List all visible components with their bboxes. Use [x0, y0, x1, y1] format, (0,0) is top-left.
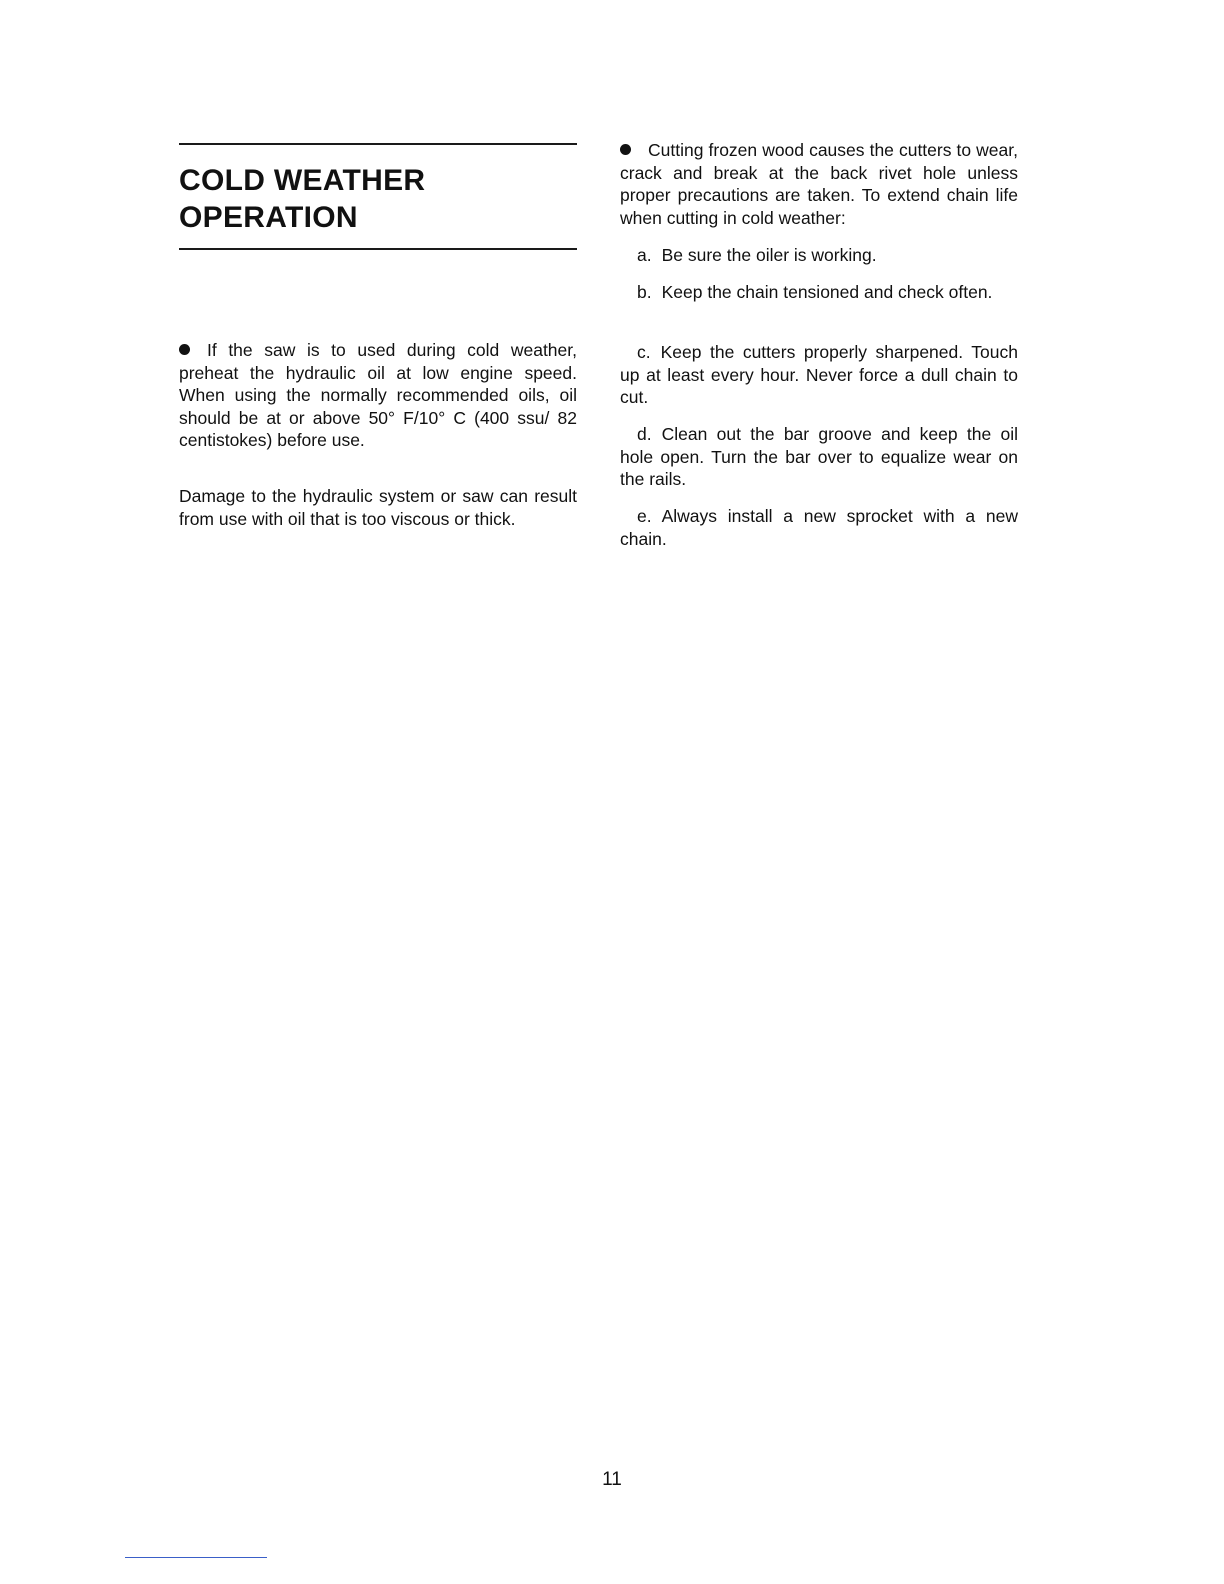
- damage-warning-paragraph: Damage to the hydraulic system or saw can result from use with oil that is too viscous or thick.: [179, 486, 577, 529]
- bullet-icon: [179, 344, 190, 355]
- list-item-letter: d.: [637, 424, 652, 444]
- list-item-b: [620, 281, 1018, 304]
- list-item-d: [620, 423, 1018, 491]
- page-number: 11: [602, 1469, 622, 1490]
- preheat-oil-text: If the saw is to used during cold weather, preheat the hydraulic oil at low engine speed. When using the normally recommended oils, oil should be at or above 50° F/10° C (400 ssu/ 82 centistokes) before use.: [179, 340, 577, 450]
- frozen-wood-text: Cutting frozen wood causes the cutters to wear, crack and break at the back rivet hole unless proper precautions are taken. To extend chain life when cutting in cold weather:: [620, 140, 1018, 228]
- list-item-a: [620, 244, 1018, 267]
- frozen-wood-paragraph: [620, 139, 1018, 229]
- list-item-text: Keep the chain tensioned and check often.: [661, 282, 993, 302]
- bullet-icon: [620, 144, 631, 155]
- section-heading: [179, 162, 425, 236]
- list-item-text: Be sure the oiler is working.: [661, 245, 877, 265]
- list-item-text: Clean out the bar groove and keep the oil hole open. Turn the bar over to equalize wear on the rails.: [620, 424, 1018, 489]
- list-item-letter: c.: [637, 342, 651, 362]
- list-item-letter: b.: [637, 282, 652, 302]
- heading-bottom-rule: [179, 248, 577, 250]
- list-item-e: [620, 505, 1018, 550]
- section-heading-line-1: COLD WEATHER: [179, 164, 426, 197]
- section-heading-line-2: OPERATION: [179, 201, 358, 234]
- list-item-c: [620, 341, 1018, 409]
- list-item-letter: e.: [637, 506, 652, 526]
- footer-rule: [125, 1557, 267, 1558]
- heading-top-rule: [179, 143, 577, 145]
- preheat-oil-paragraph: [179, 339, 577, 452]
- list-item-letter: a.: [637, 245, 652, 265]
- list-item-text: Always install a new sprocket with a new chain.: [620, 506, 1018, 549]
- list-item-text: Keep the cutters properly sharpened. Touch up at least every hour. Never force a dull chain to cut.: [620, 342, 1018, 407]
